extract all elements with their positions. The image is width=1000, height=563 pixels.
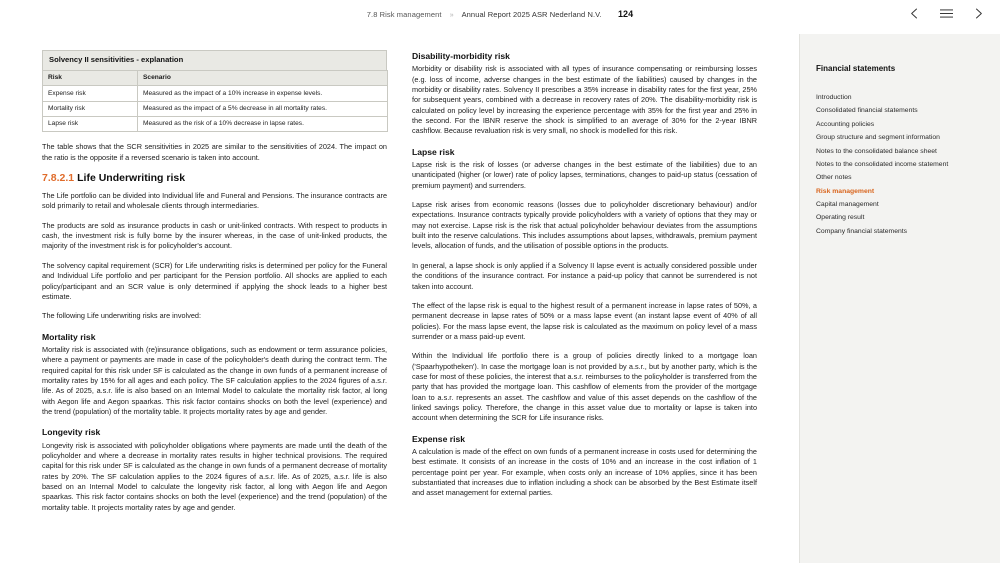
table-row <box>43 116 388 131</box>
sidebar-title: Financial statements <box>816 64 896 73</box>
cell-scenario: Measured as the impact of a 10% increase in expense levels. <box>138 86 388 101</box>
chevron-left-icon[interactable] <box>906 5 922 21</box>
top-toolbar <box>0 0 1000 32</box>
breadcrumb <box>0 9 1000 19</box>
cell-scenario: Measured as the risk of a 10% decrease in lapse rates. <box>138 116 388 131</box>
sidebar-item-notes-consolidated-income-statement[interactable]: Notes to the consolidated income statement <box>816 160 949 168</box>
heading-mortality-risk: Mortality risk <box>42 331 96 342</box>
sidebar-item-other-notes[interactable]: Other notes <box>816 174 852 182</box>
section-title: Life Underwriting risk <box>77 171 186 184</box>
sidebar-item-company-financial-statements[interactable]: Company financial statements <box>816 227 908 235</box>
cell-scenario: Measured as the impact of a 5% decrease in all mortality rates. <box>138 101 388 116</box>
heading-lapse-risk: Lapse risk <box>412 146 455 157</box>
paragraph-mortality-risk: Mortality risk is associated with (re)insurance obligations, such as endowment or term assurance policies, where a payment or payments are made in case of the policyholder's death during the contract term. The required capital for this risk under SF is calculated as the change in own funds of a permanent increase of mortality rates by 15% for all ages and each policy. The SF calculation applies to the 2024 figures of a.s.r. life. As of 2025, a.s.r. life is also based on an Internal Model to calculate the mortality risk factor, al long with Aegon life and Aegon spaarkas. This risk factor contains shocks on both the level (experience) and the trend (population) of the mortality table. It projects mortality rates by age and gender. <box>42 344 387 416</box>
paragraph-scr: The solvency capital requirement (SCR) for Life underwriting risks is determined per policy for the Funeral and Individual Life portfolio and per participant for the Pension portfolio. All shocks are applied to each policy/participant and an SCR value is only determined if applying the shock leads to a higher best estimate. <box>42 260 387 301</box>
table-row <box>43 101 388 116</box>
chevron-right-icon[interactable] <box>970 5 986 21</box>
sidebar-list <box>800 91 1000 238</box>
heading-disability-morbidity-risk: Disability-morbidity risk <box>412 51 510 61</box>
left-column <box>42 50 387 522</box>
paragraph-disability-morbidity: Morbidity or disability risk is associated with all types of insurance compensating or reimbursing losses (e.g. loss of income, adverse changes in the best estimate of the liabilities) caused by changes in the morbidity or disability rates. Solvency II prescribes a 35% increase in disability rates for the first year, 25% for subsequent years, combined with a decrease in recovery rates of 20%. The disability-morbidity risk is calculated on policy level by increasing the experience percentage with 35% for the first year and 25% in the second. For the IBNR reserve the shock is simplified to an average of 30% for the 2-year IBNR cashflow. Because revaluation risk is very small, no shock is modelled for this risk. <box>412 64 757 136</box>
navigation-sidebar <box>799 34 1000 563</box>
paragraph-table-intro: The table shows that the SCR sensitivities in 2025 are similar to the sensitivities of 2024. The impact on the ratio is the opposite if a reversed scenario is taken into account. <box>42 142 387 162</box>
paragraph-lapse-5: Within the Individual life portfolio there is a group of policies directly linked to a mortgage loan ('Spaarhypotheken'). In case the mortgage loan is not provided by a.s.r., but by another party, which is the case for most of these policies, the interest that a.s.r. reimburses to the policyholder is transferred from the party that has provided the mortgage loan. This cashflow of elements from the provider of the mortgage loan to a.s.r. represents an asset. The cashflow and value of this asset depends on the cashflow of the linked savings policy. Therefore, the change in this asset value due to mortality or lapse is taken into account when determining the SCR for Life insurance risks. <box>412 351 757 423</box>
paragraph-lapse-1: Lapse risk is the risk of losses (or adverse changes in the best estimate of the liabilities) due to an unanticipated (higher (or lower) rate of policy lapses, terminations, changes to paid-up status (cessation of premium payment) and surrenders. <box>412 159 757 190</box>
section-heading-life-underwriting <box>42 172 387 184</box>
sidebar-item-risk-management[interactable]: Risk management <box>816 187 875 195</box>
solvency-sensitivities-table <box>42 50 387 132</box>
cell-risk: Lapse risk <box>43 116 138 131</box>
toolbar-icon-group <box>906 5 986 21</box>
paragraph-life-portfolio: The Life portfolio can be divided into Individual life and Funeral and Pensions. The insurance contracts are sold primarily to retail and wholesale clients through intermediaries. <box>42 191 387 211</box>
table-header-row <box>43 70 388 85</box>
cell-risk: Mortality risk <box>43 101 138 116</box>
right-column <box>412 50 757 508</box>
sidebar-item-notes-consolidated-balance-sheet[interactable]: Notes to the consolidated balance sheet <box>816 147 937 155</box>
sidebar-item-operating-result[interactable]: Operating result <box>816 214 865 222</box>
paragraph-longevity-risk: Longevity risk is associated with policyholder obligations where payments are made until the death of the policyholder and where a decrease in mortality rates results in higher technical provisions. The required capital for this risk under SF is calculated as the change in own funds of a permanent decrease of mortality rates by 20%. The SF calculation applies to the 2024 figures of a.s.r. life. As of 2025, a.s.r. life is also based on an Internal Model to calculate the longevity risk factor, al long with Aegon life and Aegon spaarkas. This risk factor contains shocks on both the level (experience) and the trend (population) of the mortality table. It projects mortality rates by age and gender. <box>42 440 387 512</box>
list-menu-icon[interactable] <box>938 5 954 21</box>
breadcrumb-section[interactable]: 7.8 Risk management <box>366 10 442 19</box>
paragraph-expense-risk: A calculation is made of the effect on own funds of a permanent increase in costs used for determining the best estimate. It consists of an increase in the costs of 10% and an increase in the cost inflation of 1 percentage point per year. For example, when costs only an increase of 10% applies, since it has been substantiated that increases due to inflation including a shock can be absorbed by the Best Estimate itself and asset management for external parties. <box>412 447 757 498</box>
heading-expense-risk: Expense risk <box>412 433 466 444</box>
sidebar-item-group-structure-and-segment-information[interactable]: Group structure and segment information <box>816 134 940 142</box>
paragraph-products: The products are sold as insurance products in cash or unit-linked contracts. With respect to products in cash, the investment risk is fully borne by the insurer whereas, in the case of unit-linked products, the majority of the investment risk is for policyholder's account. <box>42 220 387 251</box>
sidebar-item-capital-management[interactable]: Capital management <box>816 200 879 208</box>
page-number: 124 <box>617 9 634 19</box>
table-header-scenario: Scenario <box>138 70 388 85</box>
breadcrumb-document[interactable]: Annual Report 2025 ASR Nederland N.V. <box>461 10 602 19</box>
table-title: Solvency II sensitivities - explanation <box>42 50 387 70</box>
table-row <box>43 86 388 101</box>
cell-risk: Expense risk <box>43 86 138 101</box>
breadcrumb-separator: » <box>449 12 454 19</box>
paragraph-lapse-4: The effect of the lapse risk is equal to the highest result of a permanent increase in lapse rates of 50%, a permanent decrease in lapse rates of 50% or a mass lapse event (an instant lapse event of 40% of all policies). For the mass lapse event, the lapse risk is calculated as the maximum on policy level of a mass surrender or a mass paid-up event. <box>412 300 757 341</box>
sidebar-item-accounting-policies[interactable]: Accounting policies <box>816 120 875 128</box>
sidebar-item-consolidated-financial-statements[interactable]: Consolidated financial statements <box>816 107 918 115</box>
section-number: 7.8.2.1 <box>42 171 75 184</box>
paragraph-lapse-2: Lapse risk arises from economic reasons (losses due to policyholder discretionary behaviour) and/or expectations. Insurance contracts typically provide policyholders with a variety of options that they may or may not exercise. Lapse risk is the risk that actual policyholder behaviour deviates from the assumptions built into the reserve calculations. This includes assumptions about lapses, withdrawals, premium payment levels, allocation of funds, and the utilisation of possible options in the products. <box>412 200 757 251</box>
heading-longevity-risk: Longevity risk <box>42 427 101 438</box>
sidebar-item-introduction[interactable]: Introduction <box>816 94 852 102</box>
table-header-risk: Risk <box>43 70 138 85</box>
document-body <box>0 34 800 563</box>
paragraph-lapse-3: In general, a lapse shock is only applied if a Solvency II lapse event is actually considered possible under the conditions of the insurance contract. For instance a paid-up policy that cannot be surrendered is not taken into account. <box>412 260 757 291</box>
paragraph-risks-intro: The following Life underwriting risks are involved: <box>42 311 201 321</box>
